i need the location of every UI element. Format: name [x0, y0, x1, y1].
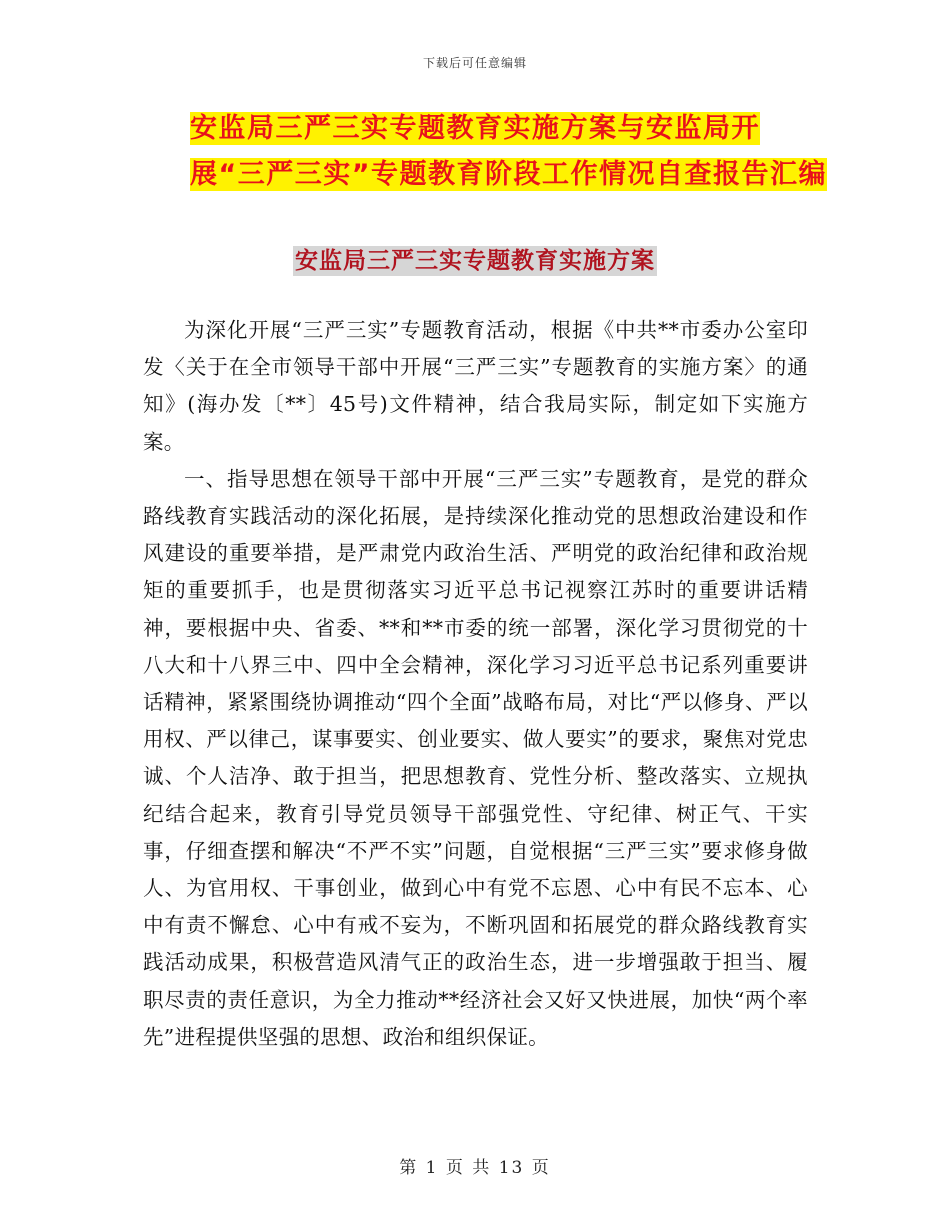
document-body [143, 312, 808, 1056]
document-title [190, 106, 830, 198]
section-title [0, 244, 950, 278]
body-paragraph-intro: 为深化开展“三严三实”专题教育活动，根据《中共**市委办公室印发〈关于在全市领导干部中开展“三严三实”专题教育的实施方案〉的通知》(海办发〔**〕45号)文件精神，结合我局实际，制定如下实施方案。 [143, 318, 808, 454]
section-title-text: 安监局三严三实专题教育实施方案 [295, 248, 655, 274]
document-title-text: 安监局三严三实专题教育实施方案与安监局开展“三严三实”专题教育阶段工作情况自查报告汇编 [190, 113, 827, 190]
page-header-note: 下载后可任意编辑 [422, 56, 527, 70]
page-number-footer: 第 1 页 共 13 页 [399, 1158, 551, 1178]
body-paragraph-guiding-ideology: 一、指导思想在领导干部中开展“三严三实”专题教育，是党的群众路线教育实践活动的深化拓展，是持续深化推动党的思想政治建设和作风建设的重要举措，是严肃党内政治生活、严明党的政治纪律和政治规矩的重要抓手，也是贯彻落实习近平总书记视察江苏时的重要讲话精神，要根据中央、省委、**和**市委的统一部署，深化学习贯彻党的十八大和十八界三中、四中全会精神，深化学习习近平总书记系列重要讲话精神，紧紧围绕协调推动“四个全面”战略布局，对比“严以修身、严以用权、严以律己，谋事要实、创业要实、做人要实”的要求，聚焦对党忠诚、个人洁净、敢于担当，把思想教育、党性分析、整改落实、立规执纪结合起来，教育引导党员领导干部强党性、守纪律、树正气、干实事，仔细查摆和解决“不严不实”问题，自觉根据“三严三实”要求修身做人、为官用权、干事创业，做到心中有党不忘恩、心中有民不忘本、心中有责不懈怠、心中有戒不妄为，不断巩固和拓展党的群众路线教育实践活动成果，积极营造风清气正的政治生态，进一步增强敢于担当、履职尽责的责任意识，为全力推动**经济社会又好又快进展，加快“两个率先”进程提供坚强的思想、政治和组织保证。 [143, 466, 808, 1049]
